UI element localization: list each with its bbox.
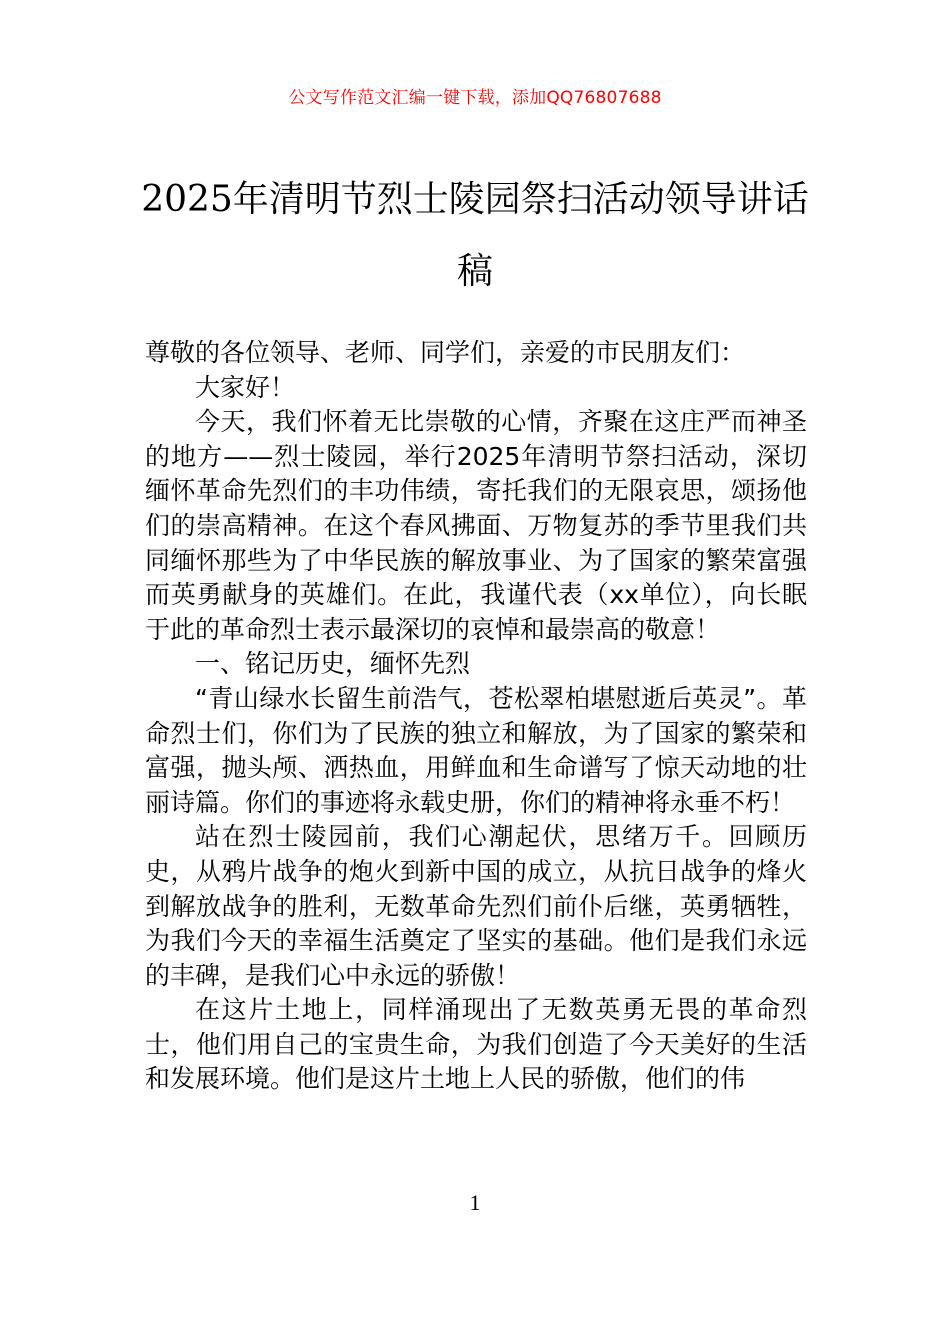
page-number: 1 [469, 1190, 481, 1215]
paragraph-quote: “青山绿水长留生前浩气，苍松翠柏堪慰逝后英灵”。革命烈士们，你们为了民族的独立和解放，为了国家的繁荣和富强，抛头颅、洒热血，用鲜血和生命谱写了惊天动地的壮丽诗篇。你们的事迹将永载史册，你们的精神将永垂不朽！ [145, 683, 807, 817]
section-heading-1: 一、铭记历史，缅怀先烈 [195, 649, 471, 679]
paragraph-greeting: 大家好！ [195, 372, 296, 402]
page-title: 2025年清明节烈士陵园祭扫活动领导讲话稿 [141, 179, 809, 292]
paragraph-local-heroes: 在这片土地上，同样涌现出了无数英勇无畏的革命烈士，他们用自己的宝贵生命，为我们创造了今天美好的生活和发展环境。他们是这片土地上人民的骄傲，他们的伟 [145, 995, 807, 1094]
paragraph-history: 站在烈士陵园前，我们心潮起伏，思绪万千。回顾历史，从鸦片战争的炮火到新中国的成立，从抗日战争的烽火到解放战争的胜利，无数革命先烈们前仆后继，英勇牺牲，为我们今天的幸福生活奠定了坚实的基础。他们是我们永远的丰碑，是我们心中永远的骄傲！ [145, 822, 807, 990]
paragraph-opening: 今天，我们怀着无比崇敬的心情，齐聚在这庄严而神圣的地方——烈士陵园，举行2025年清明节祭扫活动，深切缅怀革命先烈们的丰功伟绩，寄托我们的无限哀思，颂扬他们的崇高精神。在这个春风拂面、万物复苏的季节里我们共同缅怀那些为了中华民族的解放事业、为了国家的繁荣富强而英勇献身的英雄们。在此，我谨代表（xx单位），向长眠于此的革命烈士表示最深切的哀悼和最崇高的敬意！ [145, 407, 807, 644]
salutation: 尊敬的各位领导、老师、同学们，亲爱的市民朋友们： [145, 338, 746, 367]
download-notice: 公文写作范文汇编一键下载，添加QQ76807688 [288, 88, 662, 108]
document-body [145, 336, 807, 1097]
